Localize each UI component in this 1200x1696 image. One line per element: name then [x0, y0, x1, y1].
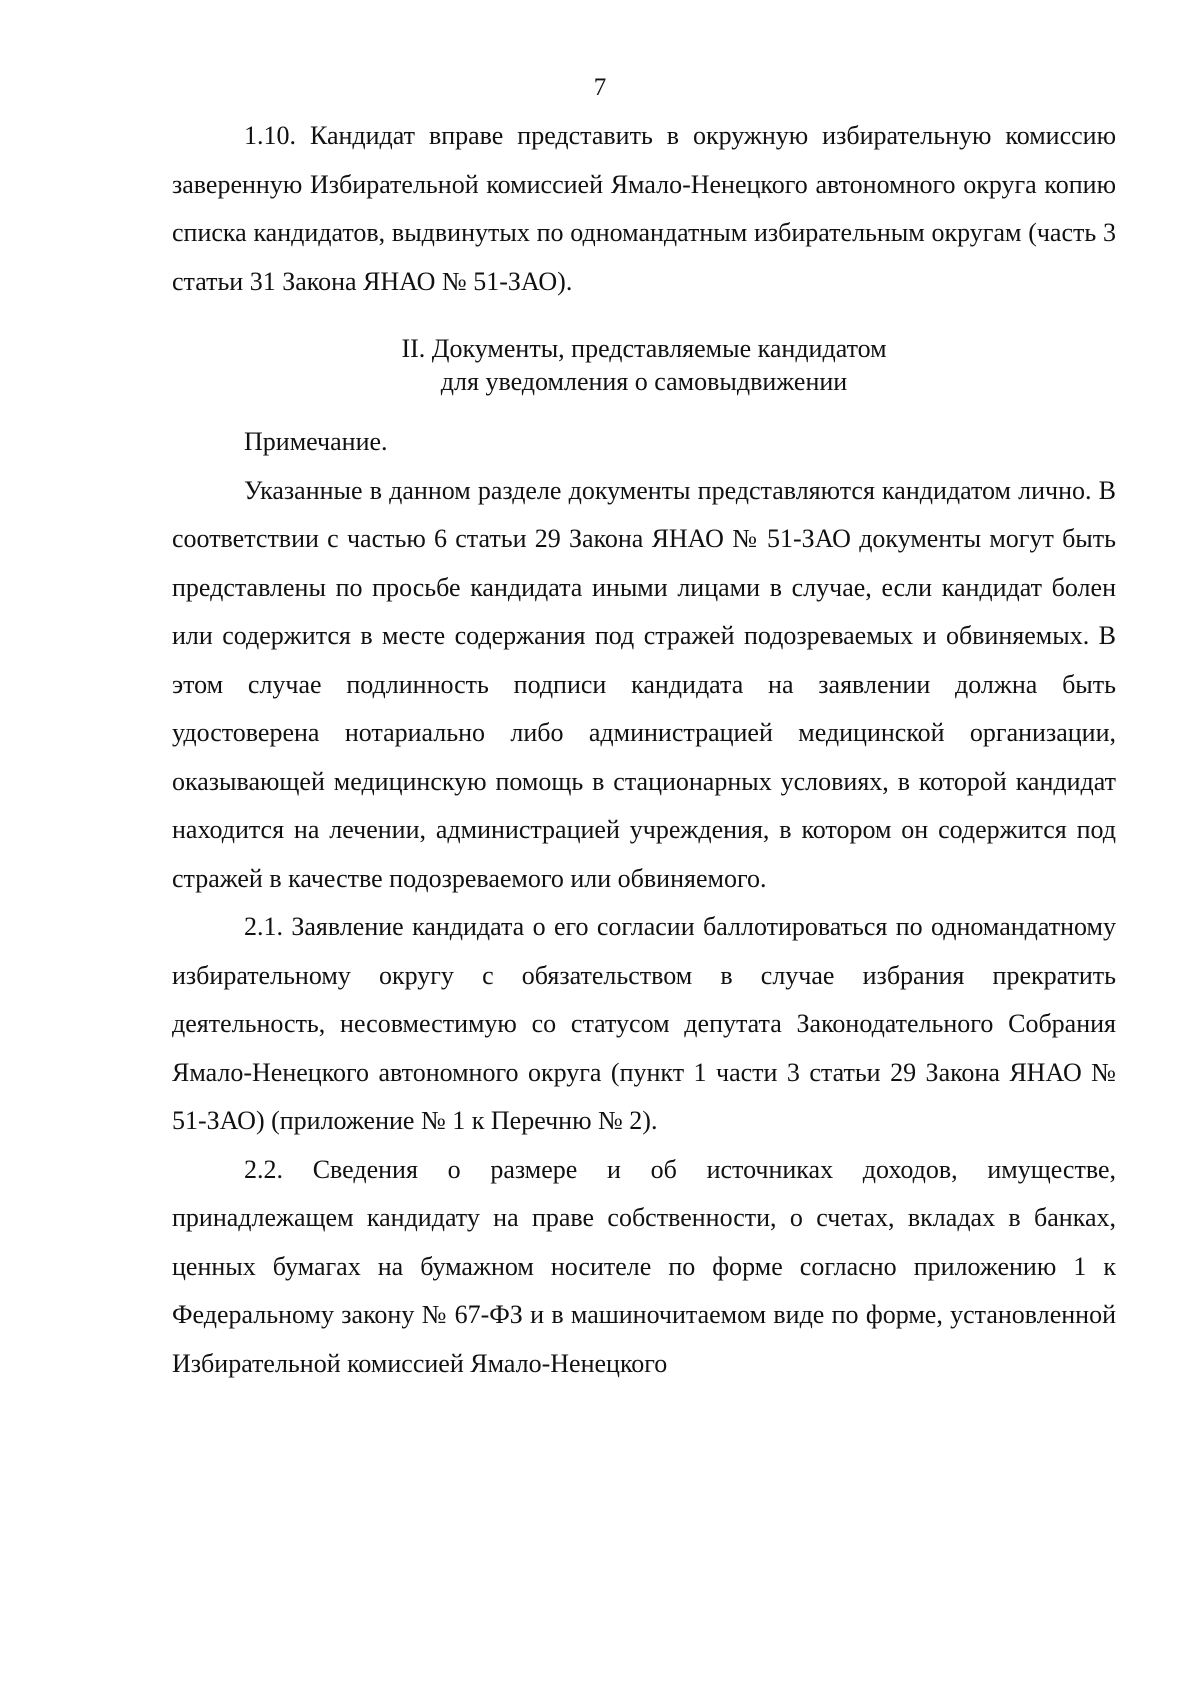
section-heading-line-2: для уведомления о самовыдвижении — [440, 367, 848, 396]
note-label: Примечание. — [244, 427, 388, 456]
paragraph-2-2: 2.2. Сведения о размере и об источниках доходов, имуществе, принадлежащем кандидату на праве собственности, о счетах, вкладах в банках, ценных бумагах на бумажном носителе по форме согласно приложению 1 к Федеральному закону № 67-ФЗ и в машиночитаемом виде по форме, установленной Избирательной комиссией Ямало-Ненецкого — [172, 1154, 1116, 1378]
section-heading — [172, 332, 1116, 398]
paragraph-1-10: 1.10. Кандидат вправе представить в окружную избирательную комиссию заверенную Избирательной комиссией Ямало-Ненецкого автономного округа копию списка кандидатов, выдвинутых по одномандатным избирательным округам (часть 3 статьи 31 Закона ЯНАО № 51-ЗАО). — [172, 121, 1116, 296]
document-body — [172, 112, 1116, 1388]
section-heading-line-1: II. Документы, представляемые кандидатом — [401, 334, 887, 363]
page-number: 7 — [593, 74, 607, 101]
paragraph-2-1: 2.1. Заявление кандидата о его согласии баллотироваться по одномандатному избирательному округу с обязательством в случае избрания прекратить деятельность, несовместимую со статусом депутата Законодательного Собрания Ямало-Ненецкого автономного округа (пункт 1 части 3 статьи 29 Закона ЯНАО № 51-ЗАО) (приложение № 1 к Перечню № 2). — [172, 912, 1116, 1135]
note-paragraph: Указанные в данном разделе документы представляются кандидатом лично. В соответствии с частью 6 статьи 29 Закона ЯНАО № 51-ЗАО документы могут быть представлены по просьбе кандидата иными лицами в случае, если кандидат болен или содержится в месте содержания под стражей подозреваемых и обвиняемых. В этом случае подлинность подписи кандидата на заявлении должна быть удостоверена нотариально либо администрацией медицинской организации, оказывающей медицинскую помощь в стационарных условиях, в которой кандидат находится на лечении, администрацией учреждения, в котором он содержится под стражей в качестве подозреваемого или обвиняемого. — [172, 475, 1116, 893]
